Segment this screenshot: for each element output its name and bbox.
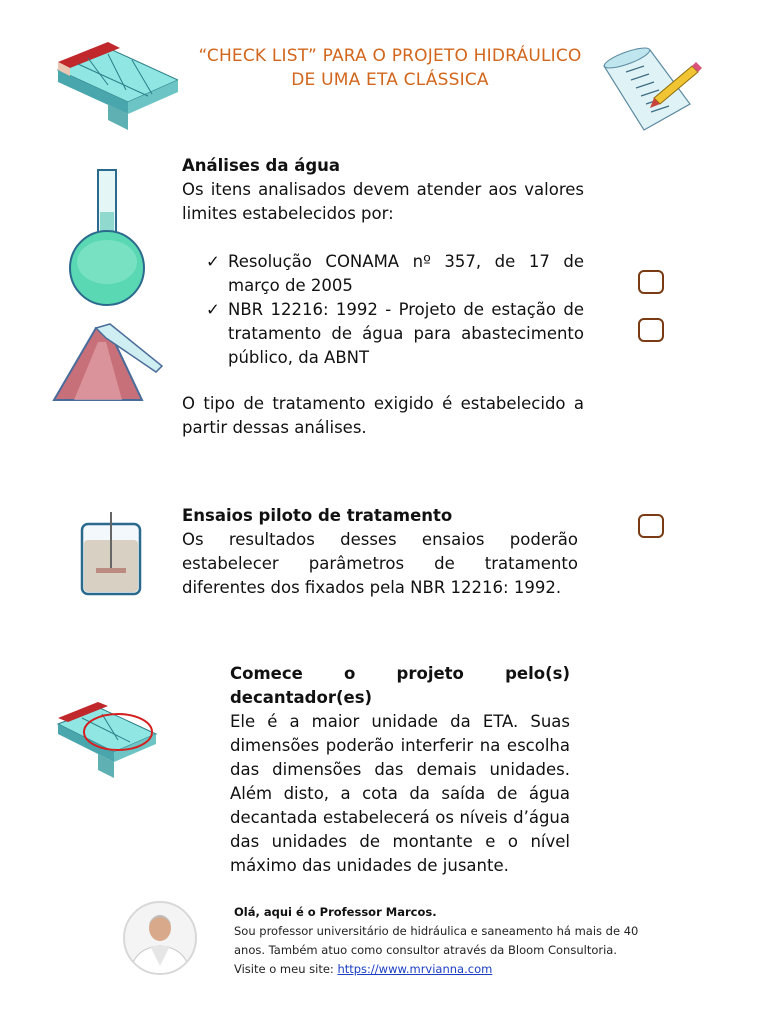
footer-site-prefix: Visite o meu site: [234,962,334,976]
footer-bio [234,904,644,977]
checkmark-icon: ✓ [206,252,220,271]
checklist-paper-icon [598,44,704,144]
treatment-plant-icon [48,40,178,136]
professor-avatar [122,900,198,980]
website-link[interactable]: https://www.mrvianna.com [337,962,493,976]
checkbox-icon[interactable] [638,318,664,342]
list-item-text: Resolução CONAMA nº 357, de 17 de março de 2005 [228,252,584,295]
title-line-1: “CHECK LIST” PARA O PROJETO HIDRÁULICO [198,46,582,66]
section-decantador [230,662,570,878]
checkbox-icon[interactable] [638,270,664,294]
section-outro-analises [182,392,584,440]
section-text-decantador: Ele é a maior unidade da ETA. Suas dimensões poderão interferir na escolha das dimensões das demais unidades. Além disto, a cota da saída de água decantada estabelecerá os níveis d’água das unidades de montante e o nível máximo das unidades de jusante. [230,712,570,875]
section-heading-decantador: Comece o projeto pelo(s) decantador(es) [230,664,570,707]
list-item [206,298,584,370]
checkmark-icon: ✓ [206,300,220,319]
jar-test-beaker-icon [78,510,144,602]
outro-text: O tipo de tratamento exigido é estabelecido a partir dessas análises. [182,394,584,437]
erlenmeyer-flask-icon [50,322,168,408]
requirements-list [206,250,584,370]
page-title [190,44,590,92]
section-heading-analises: Análises da água [182,156,341,175]
section-ensaios [182,504,578,600]
section-intro-analises: Os itens analisados devem atender aos valores limites estabelecidos por: [182,180,584,223]
footer-bio-text: Sou professor universitário de hidráulica e saneamento há mais de 40 anos. Também atuo como consultor através da Bloom Consultoria. [234,924,639,957]
title-line-2: DE UMA ETA CLÁSSICA [291,70,489,90]
list-item [206,250,584,298]
checkbox-icon[interactable] [638,514,664,538]
section-heading-ensaios: Ensaios piloto de tratamento [182,506,453,525]
section-analises [182,154,584,226]
volumetric-flask-icon [64,166,150,312]
footer-site [234,962,492,976]
list-item-text: NBR 12216: 1992 - Projeto de estação de tratamento de água para abastecimento público, da ABNT [228,300,584,367]
footer-greeting: Olá, aqui é o Professor Marcos. [234,905,437,919]
decanter-plant-icon [52,702,162,786]
section-text-ensaios: Os resultados desses ensaios poderão estabelecer parâmetros de tratamento diferentes dos fixados pela NBR 12216: 1992. [182,530,578,597]
